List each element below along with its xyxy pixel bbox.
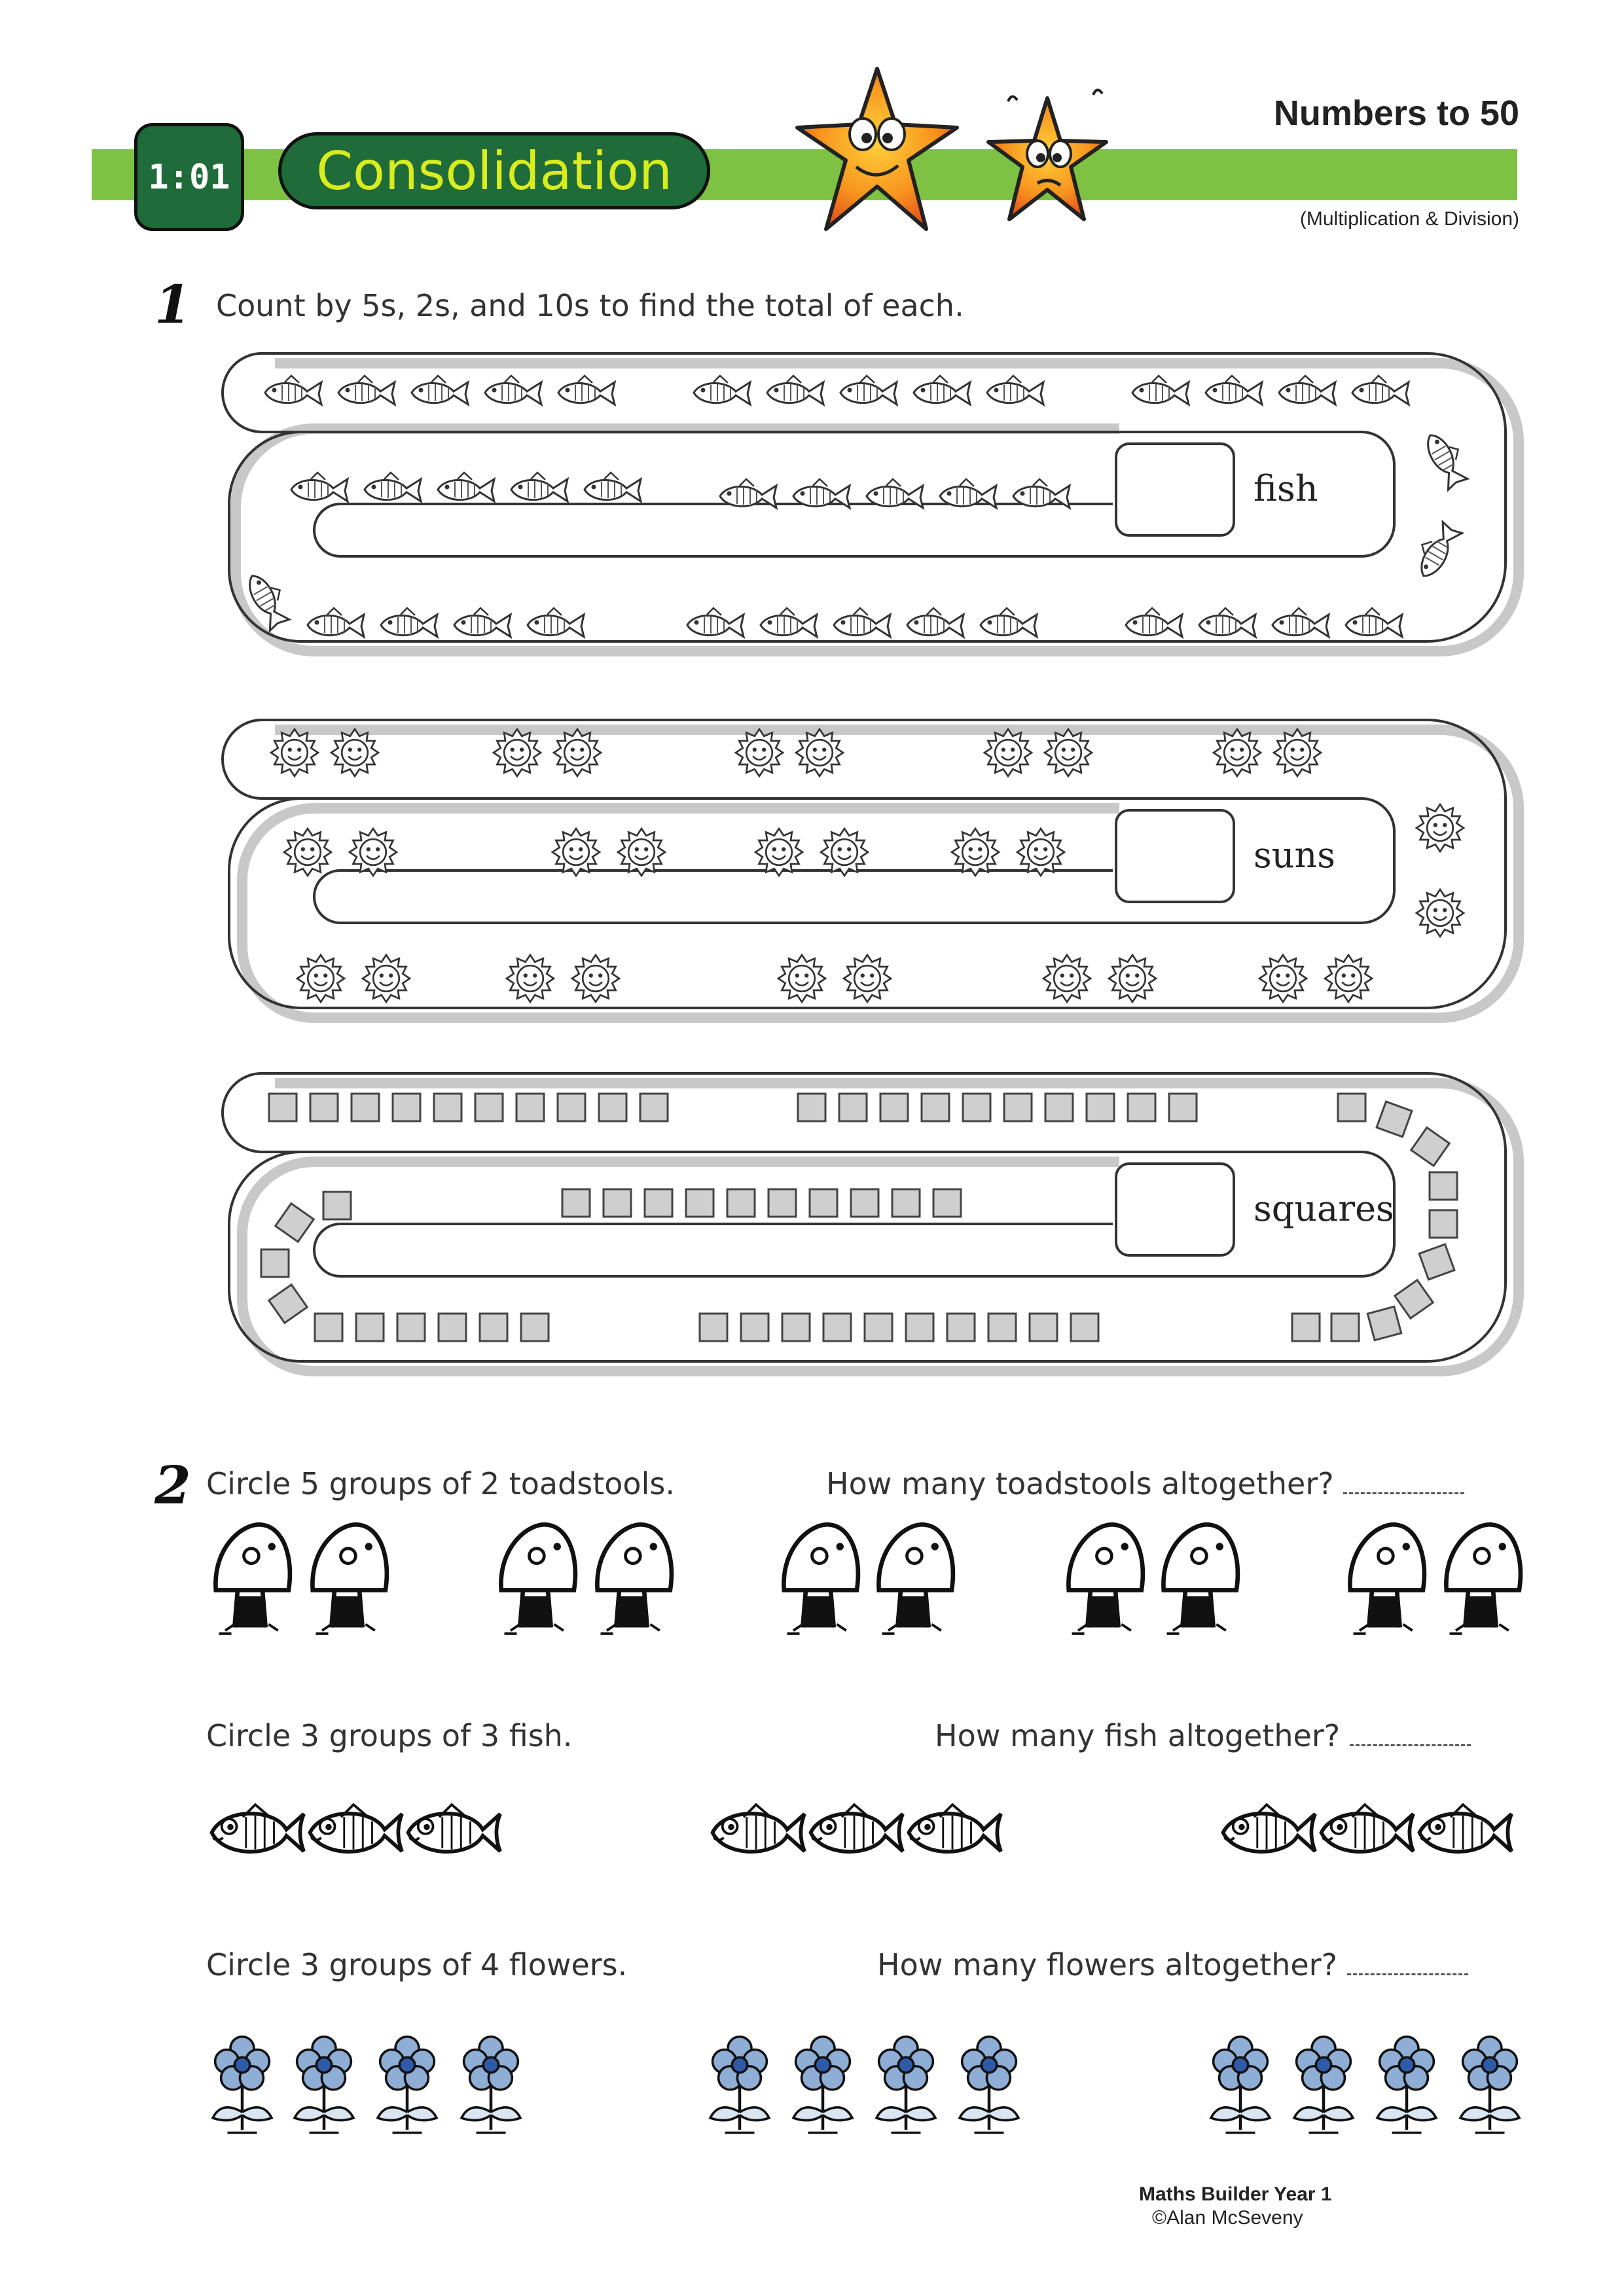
flower-icon: [1211, 2037, 1270, 2133]
toadstool-icon: [784, 1524, 857, 1634]
toadstool-icon: [1350, 1524, 1424, 1634]
question-1-number: 1: [154, 274, 191, 335]
flower-icon: [295, 2037, 353, 2133]
toadstool-icon: [1068, 1524, 1142, 1634]
flower-icon: [1460, 2037, 1519, 2133]
toadstools-instruction: Circle 5 groups of 2 toadstools.: [206, 1466, 675, 1501]
fish-icon: [1420, 1804, 1512, 1852]
fish-instruction: Circle 3 groups of 3 fish.: [206, 1718, 573, 1753]
question-2-number: 2: [154, 1454, 191, 1516]
toadstool-icon: [1446, 1524, 1520, 1634]
fish-label: fish: [1254, 468, 1318, 509]
squares-label: squares: [1254, 1188, 1394, 1229]
toadstool-icon: [215, 1524, 289, 1634]
flowers-question-text: How many flowers altogether?: [877, 1947, 1337, 1982]
toadstool-icon: [312, 1524, 386, 1634]
footer-book-title: Maths Builder Year 1: [1139, 2183, 1332, 2205]
fish-icon: [1223, 1804, 1316, 1852]
flower-icon: [461, 2037, 520, 2133]
fish-icon: [408, 1804, 501, 1852]
picture-items: [212, 1524, 1521, 2132]
flower-icon: [710, 2037, 769, 2133]
footer-copyright: ©Alan McSeveny: [1152, 2207, 1303, 2229]
fish-icon: [909, 1804, 1001, 1852]
fish-question-text: How many fish altogether?: [935, 1718, 1341, 1753]
fish-icon: [713, 1804, 805, 1852]
flower-icon: [876, 2037, 935, 2133]
flower-icon: [793, 2037, 852, 2133]
flower-icon: [1377, 2037, 1436, 2133]
flowers-instruction: Circle 3 groups of 4 flowers.: [206, 1947, 628, 1982]
suns-label: suns: [1254, 834, 1335, 876]
toadstool-icon: [1163, 1524, 1237, 1634]
topic-subtitle: (Multiplication & Division): [1299, 208, 1519, 230]
flower-icon: [1294, 2037, 1353, 2133]
question-1-instruction: Count by 5s, 2s, and 10s to find the total of each.: [216, 288, 964, 323]
fish-icon: [1322, 1804, 1414, 1852]
toadstools-question-text: How many toadstools altogether?: [826, 1466, 1334, 1501]
lesson-number-badge: 1:01: [134, 123, 244, 231]
fish-icon: [212, 1804, 304, 1852]
fish-icon: [310, 1804, 403, 1852]
flower-icon: [213, 2037, 272, 2133]
fish-icon: [811, 1804, 903, 1852]
flower-icon: [378, 2037, 437, 2133]
lesson-title: Consolidation: [278, 132, 710, 209]
flower-icon: [960, 2037, 1019, 2133]
topic-title: Numbers to 50: [1273, 94, 1519, 133]
toadstool-icon: [501, 1524, 575, 1634]
toadstool-icon: [878, 1524, 952, 1634]
toadstool-icon: [597, 1524, 671, 1634]
